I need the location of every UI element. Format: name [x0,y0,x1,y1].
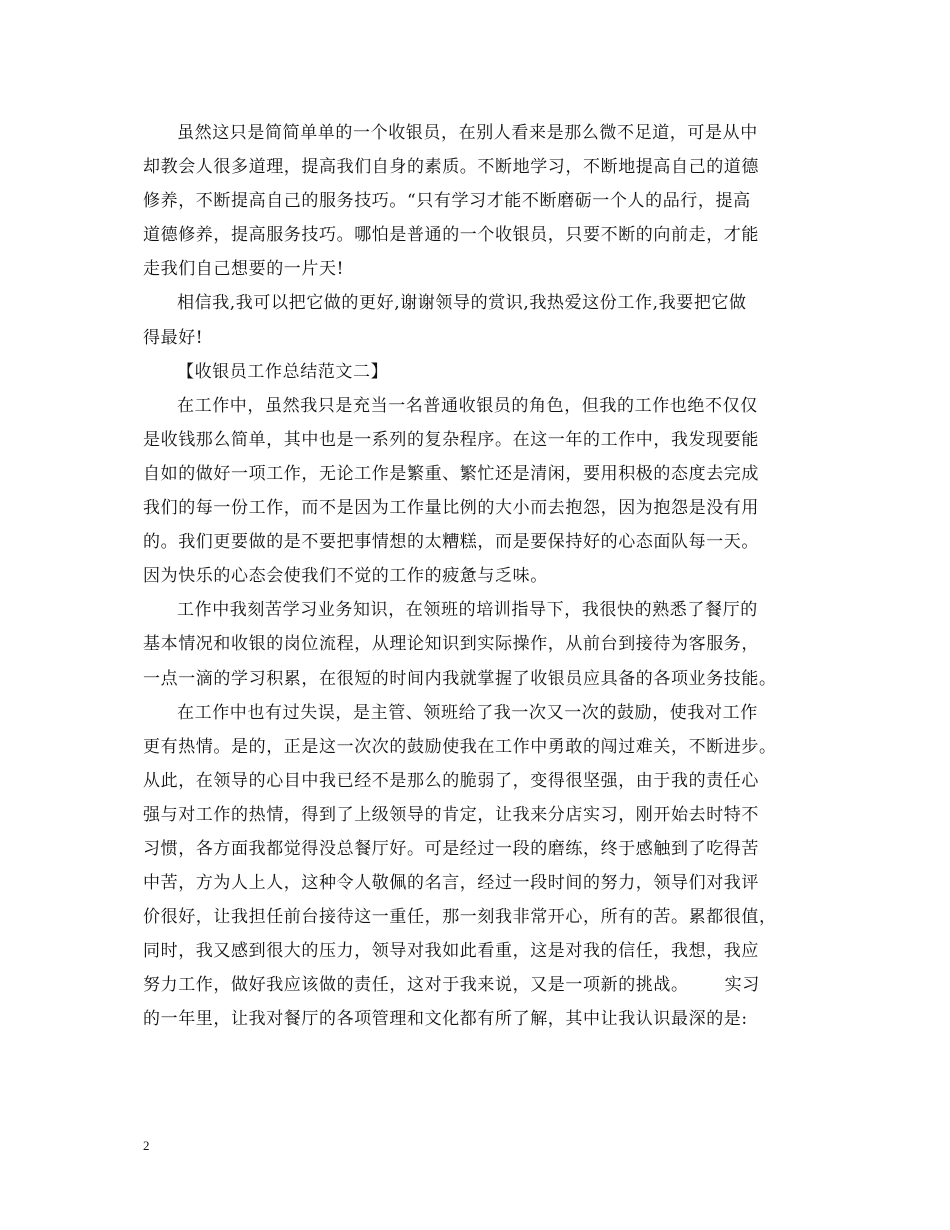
text-line: 是收钱那么简单，其中也是一系列的复杂程序。在这一年的工作中，我发现要能 [143,429,759,450]
text-line: 努力工作，做好我应该做的责任，这对于我来说，又是一项新的挑战。 实习 [143,975,760,996]
text-line: 走我们自己想要的一片天! [143,259,345,280]
text-line: 道德修养，提高服务技巧。哪怕是普通的一个收银员，只要不断的向前走，才能 [143,225,759,246]
text-line: 价很好，让我担任前台接待这一重任，那一刻我非常开心，所有的苦。累都很值， [143,907,777,928]
text-line: 因为快乐的心态会使我们不觉的工作的疲惫与乏味。 [143,566,548,587]
text-line: 的一年里，让我对餐厅的各项管理和文化都有所了解，其中让我认识最深的是: [143,1009,748,1030]
text-line: 习惯，各方面我都觉得没总餐厅好。可是经过一段的磨练，终于感触到了吃得苦 [143,838,759,859]
text-line: 基本情况和收银的岗位流程，从理论知识到实际操作，从前台到接待为客服务， [143,634,759,655]
body-text [143,116,807,1037]
text-line: 中苦，方为人上人，这种令人敬佩的名言，经过一段时间的努力，领导们对我评 [143,873,759,894]
text-line: 在工作中，虽然我只是充当一名普通收银员的角色，但我的工作也绝不仅仅 [177,395,758,416]
text-line: 工作中我刻苦学习业务知识，在领班的培训指导下，我很快的熟悉了餐厅的 [177,600,758,621]
text-line: 自如的做好一项工作，无论工作是繁重、繁忙还是清闲，要用积极的态度去完成 [143,463,759,484]
text-line: 的。我们更要做的是不要把事情想的太糟糕，而是要保持好的心态面队每一天。 [143,532,759,553]
text-line: 同时，我又感到很大的压力，领导对我如此看重，这是对我的信任，我想，我应 [143,941,759,962]
page-number: 2 [143,1138,150,1153]
text-line: 得最好! [143,327,204,348]
text-line: 却教会人很多道理，提高我们自身的素质。不断地学习，不断地提高自己的道德 [143,157,759,178]
section-heading: 【收银员工作总结范文二】 [177,361,389,382]
text-line: 强与对工作的热情，得到了上级领导的肯定，让我来分店实习，刚开始去时特不 [143,804,759,825]
text-line: 在工作中也有过失误，是主管、领班给了我一次又一次的鼓励，使我对工作 [177,702,758,723]
text-line: 相信我,我可以把它做的更好,谢谢领导的赏识,我热爱这份工作,我要把它做 [177,293,747,314]
text-line: 更有热情。是的，正是这一次次的鼓励使我在工作中勇敢的闯过难关，不断进步。 [143,736,777,757]
text-line: 修养，不断提高自己的服务技巧。“只有学习才能不断磨砺一个人的品行，提高 [143,191,751,212]
text-line: 虽然这只是简简单单的一个收银员，在别人看来是那么微不足道，可是从中 [177,123,758,143]
text-line: 从此，在领导的心目中我已经不是那么的脆弱了，变得很坚强，由于我的责任心 [143,770,759,791]
text-line: 一点一滴的学习积累，在很短的时间内我就掌握了收银员应具备的各项业务技能。 [143,668,777,689]
text-line: 我们的每一份工作，而不是因为工作量比例的大小而去抱怨，因为抱怨是没有用 [143,498,759,519]
